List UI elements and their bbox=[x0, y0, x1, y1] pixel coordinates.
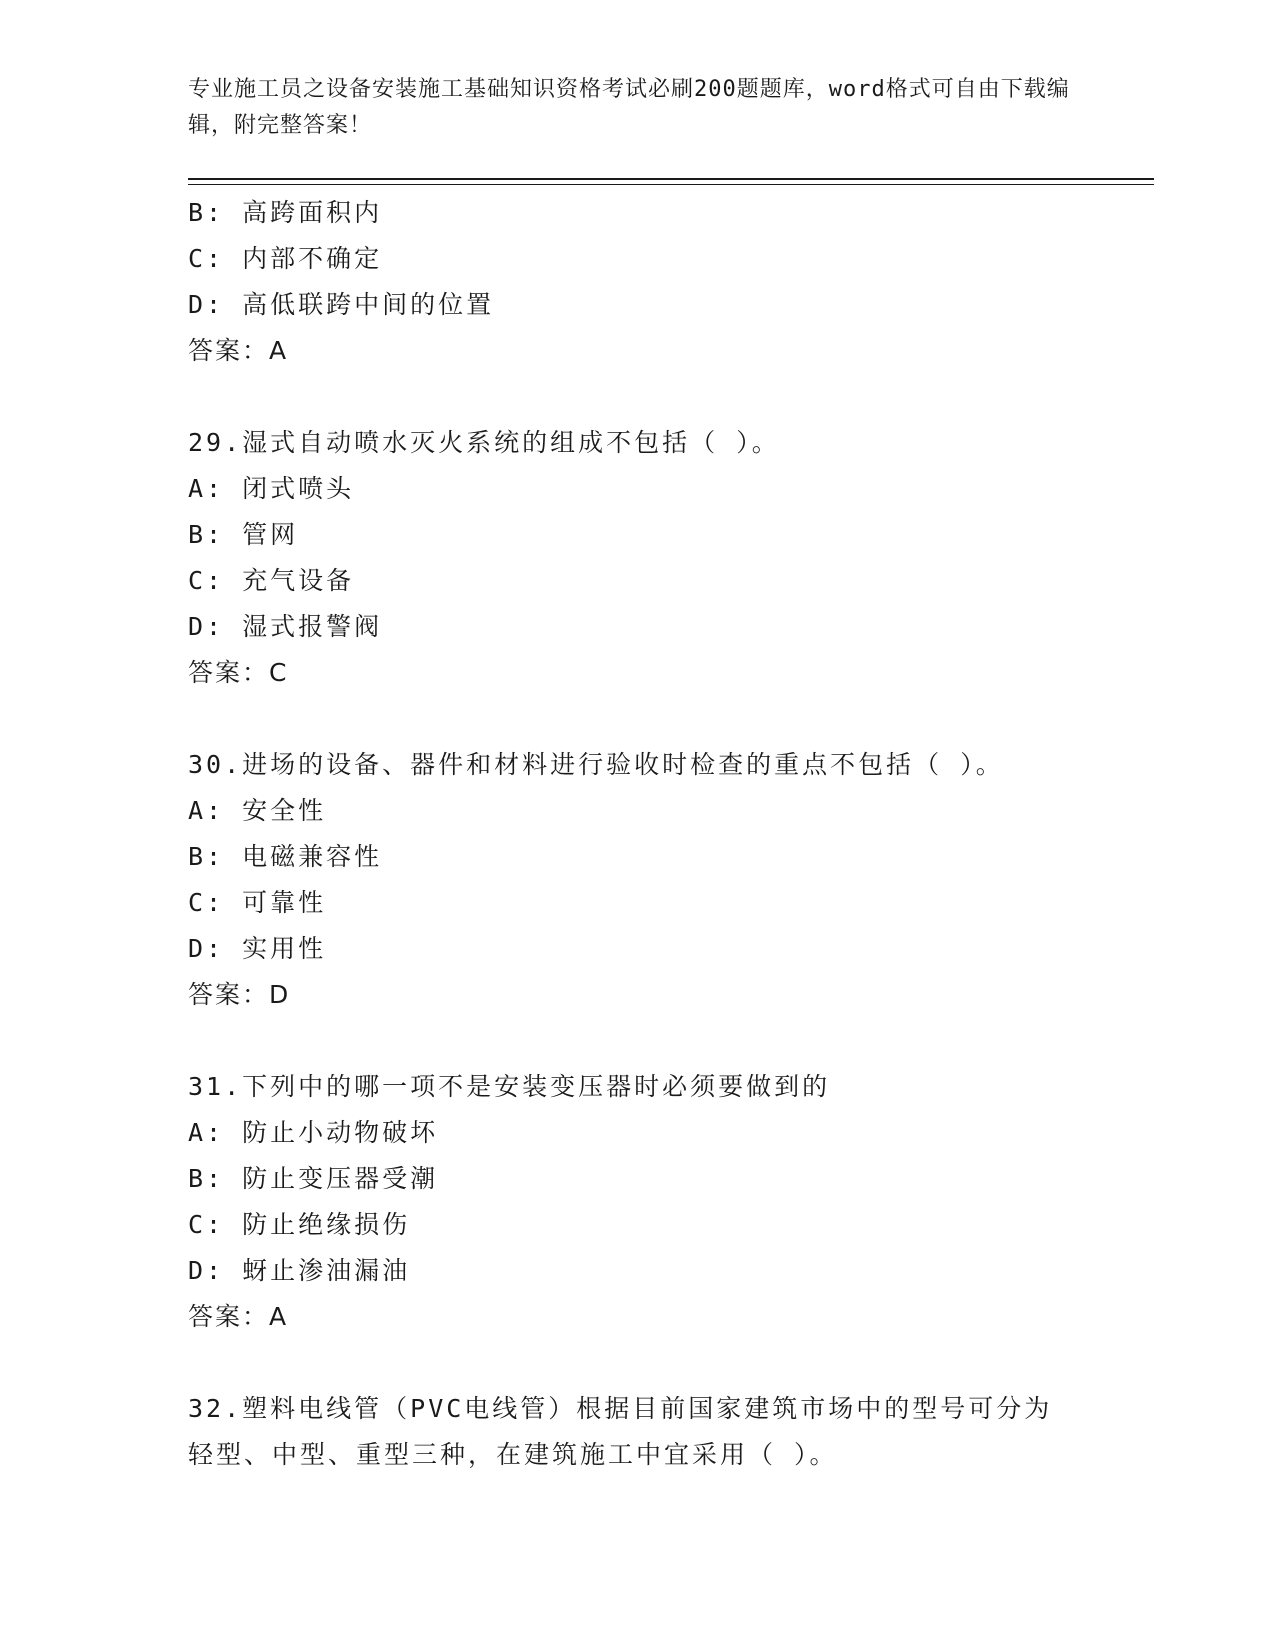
option-a: A: 安全性 bbox=[188, 796, 327, 825]
option-d: D: 蚜止渗油漏油 bbox=[188, 1256, 411, 1285]
option-c: C: 防止绝缘损伤 bbox=[188, 1210, 411, 1239]
option-b: B: 高跨面积内 bbox=[188, 198, 383, 227]
header-divider-thin bbox=[188, 184, 1154, 185]
question-28-continued bbox=[188, 190, 1088, 374]
option-c: C: 充气设备 bbox=[188, 566, 355, 595]
question-29 bbox=[188, 420, 1088, 696]
answer: 答案：A bbox=[188, 336, 289, 365]
header-title: 专业施工员之设备安装施工基础知识资格考试必刷200题题库，word格式可自由下载编辑，附完整答案！ bbox=[188, 77, 1070, 138]
question-list bbox=[188, 190, 1088, 1478]
question-31 bbox=[188, 1064, 1088, 1340]
question-32 bbox=[188, 1386, 1088, 1478]
header-divider-thick bbox=[188, 178, 1154, 180]
document-header bbox=[188, 72, 1088, 144]
option-b: B: 电磁兼容性 bbox=[188, 842, 383, 871]
question-text: 30.进场的设备、器件和材料进行验收时检查的重点不包括（ ）。 bbox=[188, 750, 1004, 779]
answer: 答案：C bbox=[188, 658, 289, 687]
answer: 答案：D bbox=[188, 980, 291, 1009]
option-d: D: 高低联跨中间的位置 bbox=[188, 290, 495, 319]
option-d: D: 实用性 bbox=[188, 934, 327, 963]
question-text: 31.下列中的哪一项不是安装变压器时必须要做到的 bbox=[188, 1072, 831, 1101]
answer: 答案：A bbox=[188, 1302, 289, 1331]
question-text-line-2: 轻型、中型、重型三种，在建筑施工中宜采用（ ）。 bbox=[188, 1440, 838, 1469]
option-a: A: 闭式喷头 bbox=[188, 474, 355, 503]
option-d: D: 湿式报警阀 bbox=[188, 612, 383, 641]
option-a: A: 防止小动物破坏 bbox=[188, 1118, 439, 1147]
option-b: B: 防止变压器受潮 bbox=[188, 1164, 439, 1193]
question-text: 29.湿式自动喷水灭火系统的组成不包括（ ）。 bbox=[188, 428, 780, 457]
option-c: C: 可靠性 bbox=[188, 888, 327, 917]
question-30 bbox=[188, 742, 1088, 1018]
question-text-line-1: 32.塑料电线管（PVC电线管）根据目前国家建筑市场中的型号可分为 bbox=[188, 1394, 1053, 1423]
option-c: C: 内部不确定 bbox=[188, 244, 383, 273]
option-b: B: 管网 bbox=[188, 520, 299, 549]
